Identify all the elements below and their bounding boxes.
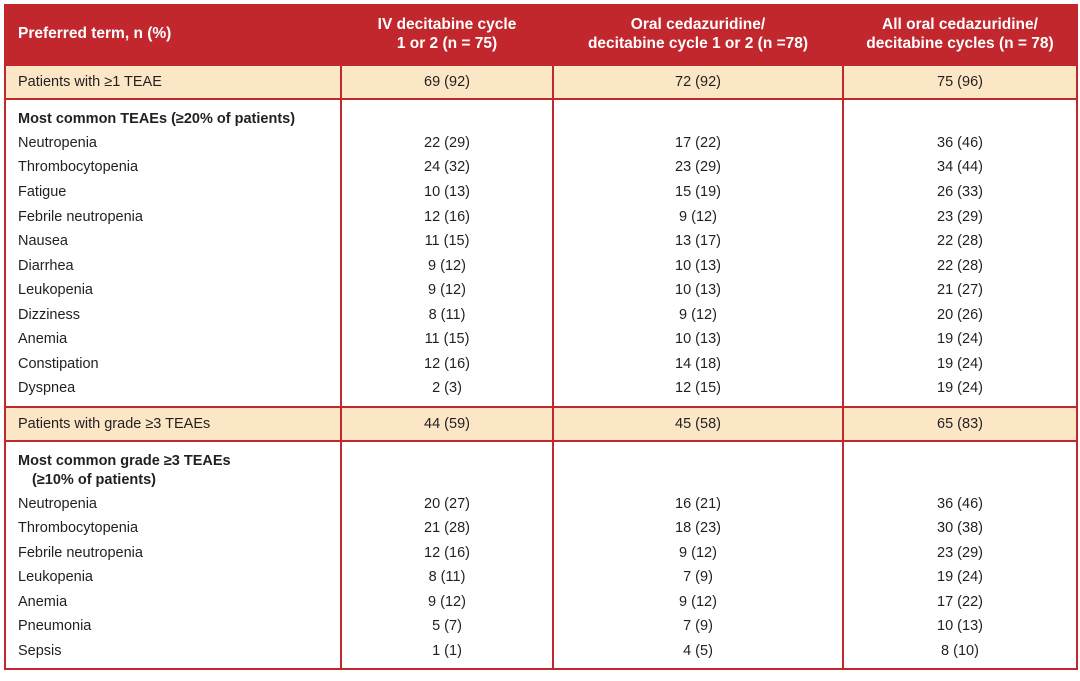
row-value: 21 (27) bbox=[843, 278, 1077, 303]
row-value: 10 (13) bbox=[843, 614, 1077, 639]
row-value: 12 (16) bbox=[341, 352, 553, 377]
table-row bbox=[5, 180, 1077, 205]
row-value: 12 (16) bbox=[341, 205, 553, 230]
column-header-all-oral-cedazuridine bbox=[843, 5, 1077, 65]
section-label-container bbox=[5, 441, 341, 491]
row-value: 9 (12) bbox=[553, 205, 843, 230]
table-row bbox=[5, 541, 1077, 566]
row-value: 11 (15) bbox=[341, 327, 553, 352]
row-value: 9 (12) bbox=[341, 254, 553, 279]
row-label: Neutropenia bbox=[5, 492, 341, 517]
column-header-iv-decitabine-line1: IV decitabine cycle bbox=[377, 16, 517, 33]
row-value: 12 (15) bbox=[553, 376, 843, 407]
row-value: 10 (13) bbox=[553, 278, 843, 303]
row-value: 19 (24) bbox=[843, 376, 1077, 407]
row-value: 9 (12) bbox=[553, 541, 843, 566]
row-label: Thrombocytopenia bbox=[5, 155, 341, 180]
row-value: 23 (29) bbox=[553, 155, 843, 180]
row-value: 4 (5) bbox=[553, 639, 843, 670]
row-label: Neutropenia bbox=[5, 131, 341, 156]
row-label: Febrile neutropenia bbox=[5, 205, 341, 230]
row-value: 2 (3) bbox=[341, 376, 553, 407]
row-value: 20 (27) bbox=[341, 492, 553, 517]
table-row bbox=[5, 131, 1077, 156]
row-label: Constipation bbox=[5, 352, 341, 377]
row-value: 9 (12) bbox=[553, 303, 843, 328]
row-value: 9 (12) bbox=[553, 590, 843, 615]
teae-summary-table bbox=[4, 4, 1078, 670]
row-value bbox=[553, 441, 843, 491]
row-value: 9 (12) bbox=[341, 590, 553, 615]
row-value: 8 (11) bbox=[341, 303, 553, 328]
row-value: 69 (92) bbox=[341, 65, 553, 100]
table-row bbox=[5, 352, 1077, 377]
row-value bbox=[341, 441, 553, 491]
row-label: Dizziness bbox=[5, 303, 341, 328]
row-value: 44 (59) bbox=[341, 407, 553, 442]
column-header-all-oral-cedazuridine-line1: All oral cedazuridine/ bbox=[882, 16, 1038, 33]
section-label: Most common grade ≥3 TEAEs bbox=[18, 453, 231, 470]
row-value: 12 (16) bbox=[341, 541, 553, 566]
table-row bbox=[5, 492, 1077, 517]
table-row bbox=[5, 441, 1077, 491]
column-header-oral-cedazuridine-cycle bbox=[553, 5, 843, 65]
row-label: Febrile neutropenia bbox=[5, 541, 341, 566]
row-value: 19 (24) bbox=[843, 565, 1077, 590]
row-label: Patients with ≥1 TEAE bbox=[5, 65, 341, 100]
row-value: 24 (32) bbox=[341, 155, 553, 180]
row-value bbox=[843, 99, 1077, 131]
column-header-iv-decitabine bbox=[341, 5, 553, 65]
row-value: 1 (1) bbox=[341, 639, 553, 670]
row-value bbox=[341, 99, 553, 131]
row-value: 26 (33) bbox=[843, 180, 1077, 205]
table-row bbox=[5, 254, 1077, 279]
row-value: 7 (9) bbox=[553, 565, 843, 590]
table-row bbox=[5, 639, 1077, 670]
row-value: 36 (46) bbox=[843, 131, 1077, 156]
row-value: 21 (28) bbox=[341, 516, 553, 541]
table-row bbox=[5, 99, 1077, 131]
row-value: 72 (92) bbox=[553, 65, 843, 100]
column-header-iv-decitabine-line2: 1 or 2 (n = 75) bbox=[396, 34, 498, 52]
row-value: 10 (13) bbox=[553, 327, 843, 352]
row-value: 23 (29) bbox=[843, 541, 1077, 566]
row-value: 45 (58) bbox=[553, 407, 843, 442]
table-row bbox=[5, 327, 1077, 352]
row-label: Nausea bbox=[5, 229, 341, 254]
row-value: 14 (18) bbox=[553, 352, 843, 377]
row-label: Anemia bbox=[5, 327, 341, 352]
row-value: 10 (13) bbox=[553, 254, 843, 279]
row-value: 22 (29) bbox=[341, 131, 553, 156]
row-value: 20 (26) bbox=[843, 303, 1077, 328]
table-row bbox=[5, 516, 1077, 541]
header-row bbox=[5, 5, 1077, 65]
row-label: Dyspnea bbox=[5, 376, 341, 407]
row-value: 16 (21) bbox=[553, 492, 843, 517]
table-row bbox=[5, 303, 1077, 328]
row-label: Leukopenia bbox=[5, 278, 341, 303]
row-label: Thrombocytopenia bbox=[5, 516, 341, 541]
row-value: 22 (28) bbox=[843, 254, 1077, 279]
row-label: Sepsis bbox=[5, 639, 341, 670]
row-value: 9 (12) bbox=[341, 278, 553, 303]
row-value: 13 (17) bbox=[553, 229, 843, 254]
table-row bbox=[5, 376, 1077, 407]
row-value: 7 (9) bbox=[553, 614, 843, 639]
table-body bbox=[5, 65, 1077, 670]
row-value: 11 (15) bbox=[341, 229, 553, 254]
row-label: Diarrhea bbox=[5, 254, 341, 279]
table-row bbox=[5, 155, 1077, 180]
table-row bbox=[5, 565, 1077, 590]
table-row bbox=[5, 229, 1077, 254]
row-value: 30 (38) bbox=[843, 516, 1077, 541]
row-value: 15 (19) bbox=[553, 180, 843, 205]
row-value bbox=[843, 441, 1077, 491]
row-label: Fatigue bbox=[5, 180, 341, 205]
table-row bbox=[5, 278, 1077, 303]
column-header-oral-cedazuridine-cycle-line2: decitabine cycle 1 or 2 (n =78) bbox=[587, 34, 809, 52]
row-value: 17 (22) bbox=[843, 590, 1077, 615]
row-value: 23 (29) bbox=[843, 205, 1077, 230]
row-value: 65 (83) bbox=[843, 407, 1077, 442]
column-header-oral-cedazuridine-cycle-line1: Oral cedazuridine/ bbox=[630, 16, 766, 33]
column-header-all-oral-cedazuridine-line2: decitabine cycles (n = 78) bbox=[866, 34, 1054, 52]
column-header-preferred-term: Preferred term, n (%) bbox=[5, 5, 341, 65]
row-value: 8 (10) bbox=[843, 639, 1077, 670]
row-value: 22 (28) bbox=[843, 229, 1077, 254]
row-value: 8 (11) bbox=[341, 565, 553, 590]
row-value: 34 (44) bbox=[843, 155, 1077, 180]
row-value: 19 (24) bbox=[843, 352, 1077, 377]
table-row bbox=[5, 590, 1077, 615]
row-value: 18 (23) bbox=[553, 516, 843, 541]
row-value bbox=[553, 99, 843, 131]
row-value: 10 (13) bbox=[341, 180, 553, 205]
section-label-sub: (≥10% of patients) bbox=[32, 472, 156, 489]
table-header bbox=[5, 5, 1077, 65]
row-value: 19 (24) bbox=[843, 327, 1077, 352]
table-row bbox=[5, 65, 1077, 100]
row-value: 75 (96) bbox=[843, 65, 1077, 100]
table-row bbox=[5, 407, 1077, 442]
table-row bbox=[5, 614, 1077, 639]
table-row bbox=[5, 205, 1077, 230]
row-value: 17 (22) bbox=[553, 131, 843, 156]
row-label: Leukopenia bbox=[5, 565, 341, 590]
row-value: 5 (7) bbox=[341, 614, 553, 639]
row-label: Patients with grade ≥3 TEAEs bbox=[5, 407, 341, 442]
row-value: 36 (46) bbox=[843, 492, 1077, 517]
section-label: Most common TEAEs (≥20% of patients) bbox=[5, 99, 341, 131]
row-label: Pneumonia bbox=[5, 614, 341, 639]
row-label: Anemia bbox=[5, 590, 341, 615]
